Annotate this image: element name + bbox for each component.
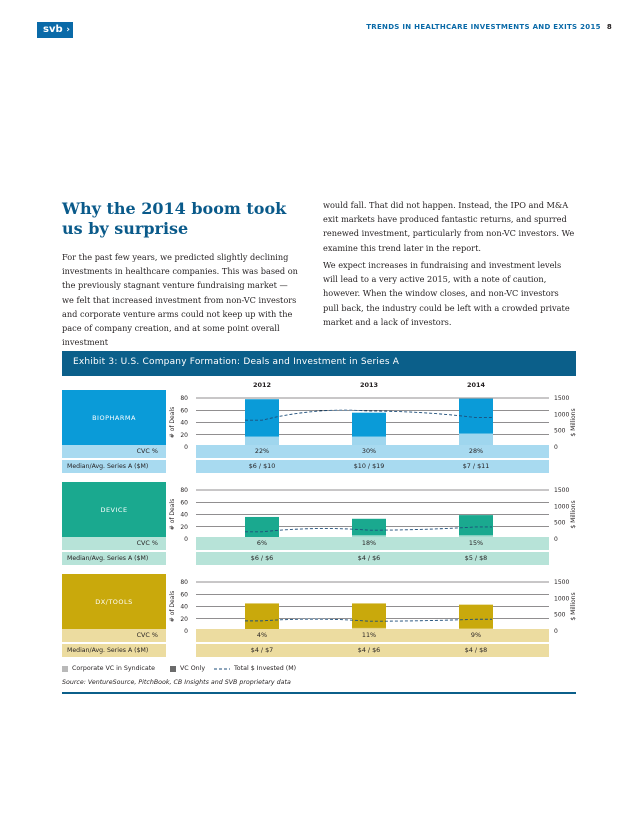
cvc-value: 15%: [468, 539, 484, 547]
right-axis-title: $ Millions: [570, 500, 577, 529]
legend-label-total: Total $ Invested (M): [234, 665, 297, 672]
exhibit-bottom-rule: [62, 692, 576, 694]
left-tick-label: 20: [180, 431, 188, 439]
left-axis-title: # of Deals: [169, 498, 176, 531]
cvc-value: 28%: [468, 447, 484, 455]
year-header-2012: 2012: [252, 381, 272, 389]
right-axis-title: $ Millions: [570, 592, 577, 621]
median-value: $7 / $11: [462, 462, 490, 470]
median-label-dxtools: Median/Avg. Series A ($M): [62, 644, 166, 657]
legend-item-vc: [170, 665, 205, 672]
legend-item-cvc: [62, 665, 155, 672]
median-value: $6 / $6: [250, 554, 274, 562]
left-tick-label: 0: [184, 536, 188, 543]
article-heading: Why the 2014 boom took us by surprise: [62, 199, 287, 238]
left-tick-label: 20: [180, 523, 188, 531]
running-header: [366, 23, 612, 31]
cvc-label-device: CVC %: [62, 537, 166, 550]
legend-item-total: [214, 665, 296, 672]
left-tick-label: 40: [180, 511, 188, 519]
right-tick-label: 0: [554, 536, 558, 543]
right-tick-label: 1500: [554, 579, 570, 586]
cvc-label-dxtools: CVC %: [62, 629, 166, 642]
right-tick-label: 1500: [554, 487, 570, 494]
legend-label-vc: VC Only: [180, 665, 206, 672]
cvc-value: 6%: [256, 539, 268, 547]
cvc-value: 18%: [361, 539, 377, 547]
median-value: $4 / $6: [357, 554, 381, 562]
median-value: $10 / $19: [353, 462, 385, 470]
right-tick-label: 500: [554, 427, 566, 435]
article-column-2-paragraph-1: would fall. That did not happen. Instead, the IPO and M&A exit markets have produced fantastic returns, and spurred renewed investment, particularly from non-VC investors. We examine this trend later in the report.: [323, 200, 575, 253]
legend-swatch-cvc: [62, 666, 68, 672]
left-tick-label: 60: [180, 591, 188, 599]
panel-label-device: DEVICE: [62, 482, 166, 537]
left-tick-label: 0: [184, 628, 188, 635]
logo-text: svb: [43, 24, 63, 35]
median-value: $4 / $7: [250, 646, 274, 654]
right-tick-label: 1000: [554, 411, 570, 419]
chevron-right-icon: ›: [66, 25, 70, 35]
left-tick-label: 60: [180, 407, 188, 415]
cvc-value: 30%: [361, 447, 377, 455]
left-tick-label: 60: [180, 499, 188, 507]
svb-logo: [37, 22, 73, 38]
panel-label-dxtools: DX/TOOLS: [62, 574, 166, 629]
right-tick-label: 0: [554, 628, 558, 635]
running-title: TRENDS IN HEALTHCARE INVESTMENTS AND EXITS 2015: [366, 23, 601, 31]
left-tick-label: 80: [180, 395, 188, 402]
left-axis-title: # of Deals: [169, 406, 176, 439]
legend-label-cvc: Corporate VC in Syndicate: [72, 665, 156, 672]
right-axis-title: $ Millions: [570, 408, 577, 437]
right-tick-label: 1000: [554, 503, 570, 511]
cvc-value: 4%: [256, 631, 268, 639]
median-value: $4 / $6: [357, 646, 381, 654]
left-tick-label: 0: [184, 444, 188, 451]
legend-swatch-vc: [170, 666, 176, 672]
source-note: Source: VentureSource, PitchBook, CB Insights and SVB proprietary data: [62, 679, 291, 686]
left-tick-label: 20: [180, 615, 188, 623]
exhibit-title-bar: [62, 351, 576, 376]
median-value: $4 / $8: [464, 646, 488, 654]
page-number: 8: [606, 23, 612, 31]
right-tick-label: 0: [554, 444, 558, 451]
left-tick-label: 40: [180, 603, 188, 611]
right-tick-label: 1500: [554, 395, 570, 402]
article-column-1: For the past few years, we predicted slightly declining investments in healthcare companies. This was based on the previously stagnant venture fundraising market — we felt that increased investment from non-VC investors and corporate venture arms could not keep up with the pace of company creation, and at some point overall investment: [62, 252, 298, 348]
left-tick-label: 80: [180, 579, 188, 586]
left-tick-label: 80: [180, 487, 188, 494]
year-header-2014: 2014: [466, 381, 486, 389]
cvc-value: 11%: [361, 631, 377, 639]
left-axis-title: # of Deals: [169, 590, 176, 623]
median-label-biopharma: Median/Avg. Series A ($M): [62, 460, 166, 473]
cvc-value: 9%: [470, 631, 482, 639]
panel-label-biopharma: BIOPHARMA: [62, 390, 166, 445]
right-tick-label: 1000: [554, 595, 570, 603]
year-header-2013: 2013: [359, 381, 379, 389]
right-tick-label: 500: [554, 519, 566, 527]
median-value: $6 / $10: [248, 462, 276, 470]
left-tick-label: 40: [180, 419, 188, 427]
article-column-2-paragraph-2: We expect increases in fundraising and investment levels will lead to a very active 2015, with a note of caution, however. When the window closes, and non-VC investors pull back, the industry could be left with a crowded private market and a lack of investors.: [323, 260, 570, 327]
median-label-device: Median/Avg. Series A ($M): [62, 552, 166, 565]
right-tick-label: 500: [554, 611, 566, 619]
cvc-value: 22%: [254, 447, 270, 455]
cvc-label-biopharma: CVC %: [62, 445, 166, 458]
legend-dash-icon: [214, 666, 230, 672]
median-value: $5 / $8: [464, 554, 488, 562]
exhibit-title: Exhibit 3: U.S. Company Formation: Deals and Investment in Series A: [73, 357, 400, 367]
